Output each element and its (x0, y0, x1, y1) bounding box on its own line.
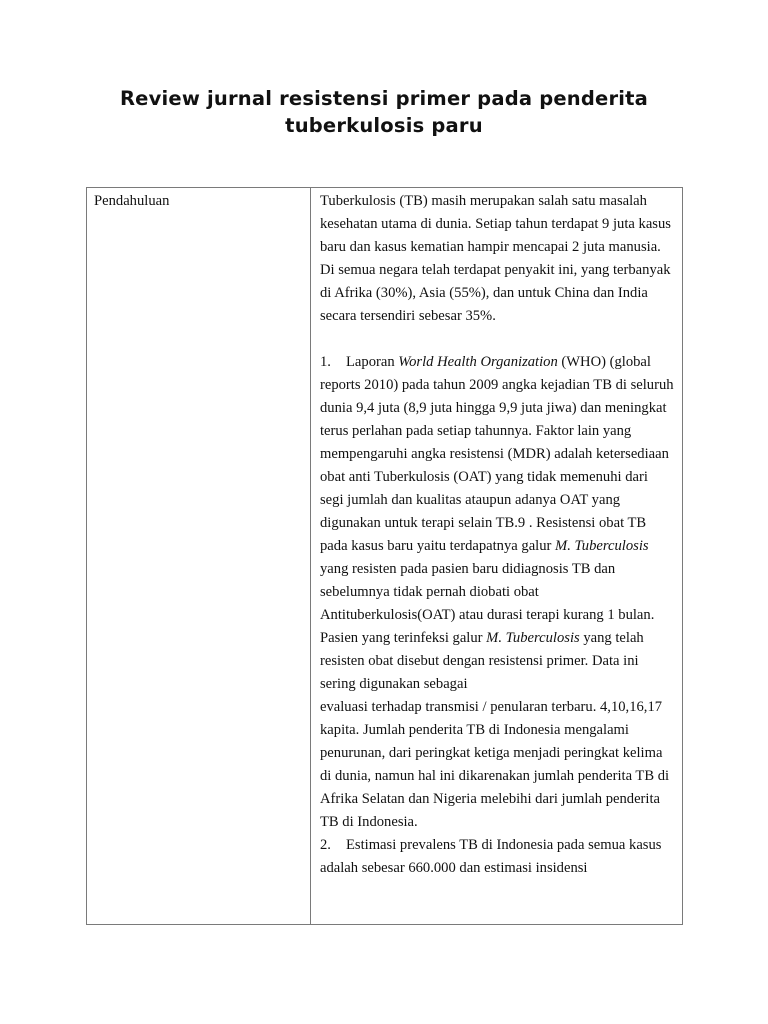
item-1-continuation: evaluasi terhadap transmisi / penularan terbaru. 4,10,16,17 kapita. Jumlah penderita TB di Indonesia mengalami penurunan, dari peringkat ketiga menjadi peringkat kelima di dunia, namun hal ini dikarenakan jumlah penderita TB di Afrika Selatan dan Nigeria melebihi dari jumlah penderita TB di Indonesia. (320, 699, 670, 830)
item-1-paragraph (320, 351, 674, 696)
item-2-text: Estimasi prevalens TB di Indonesia pada semua kasus adalah sebesar 660.000 dan estimasi insidensi (320, 837, 662, 876)
page-title: Review jurnal resistensi primer pada penderita tuberkulosis paru (119, 87, 649, 137)
item-1-text-a: Laporan (346, 354, 399, 370)
review-table (86, 187, 683, 925)
section-label: Pendahuluan (94, 193, 170, 209)
item-1-text-c: yang resisten pada pasien baru didiagnosis TB dan sebelumnya tidak pernah diobati obat Antituberkulosis(OAT) atau durasi terapi kurang 1 bulan. Pasien yang terinfeksi galur (320, 561, 655, 646)
section-label-cell (87, 188, 311, 925)
item-1-number: 1. (320, 354, 331, 370)
table-row (87, 188, 683, 925)
item-1-italic-who: World Health Organization (398, 354, 558, 370)
section-content-cell (311, 188, 683, 925)
item-1-italic-galur-2: M. Tuberculosis (486, 630, 580, 646)
paragraph-spacer (320, 328, 674, 351)
item-1-text-d: yang telah resisten obat disebut dengan resistensi primer. Data ini sering digunakan sebagai (320, 630, 644, 692)
item-2-paragraph (320, 834, 674, 880)
intro-paragraph: Tuberkulosis (TB) masih merupakan salah satu masalah kesehatan utama di dunia. Setiap tahun terdapat 9 juta kasus baru dan kasus kematian hampir mencapai 2 juta manusia. Di semua negara telah terdapat penyakit ini, yang terbanyak di Afrika (30%), Asia (55%), dan untuk China dan India secara tersendiri sebesar 35%. (320, 193, 671, 324)
item-1-text-b: (WHO) (global reports 2010) pada tahun 2009 angka kejadian TB di seluruh dunia 9,4 juta (8,9 juta hingga 9,9 juta jiwa) dan meningkat terus perlahan pada setiap tahunnya. Faktor lain yang mempengaruhi angka resistensi (MDR) adalah ketersediaan obat anti Tuberkulosis (OAT) yang tidak memenuhi dari segi jumlah dan kualitas ataupun adanya OAT yang digunakan untuk terapi selain TB.9 . Resistensi obat TB pada kasus baru yaitu terdapatnya galur (320, 354, 674, 554)
item-1-italic-galur-1: M. Tuberculosis (555, 538, 649, 554)
item-2-number: 2. (320, 837, 331, 853)
